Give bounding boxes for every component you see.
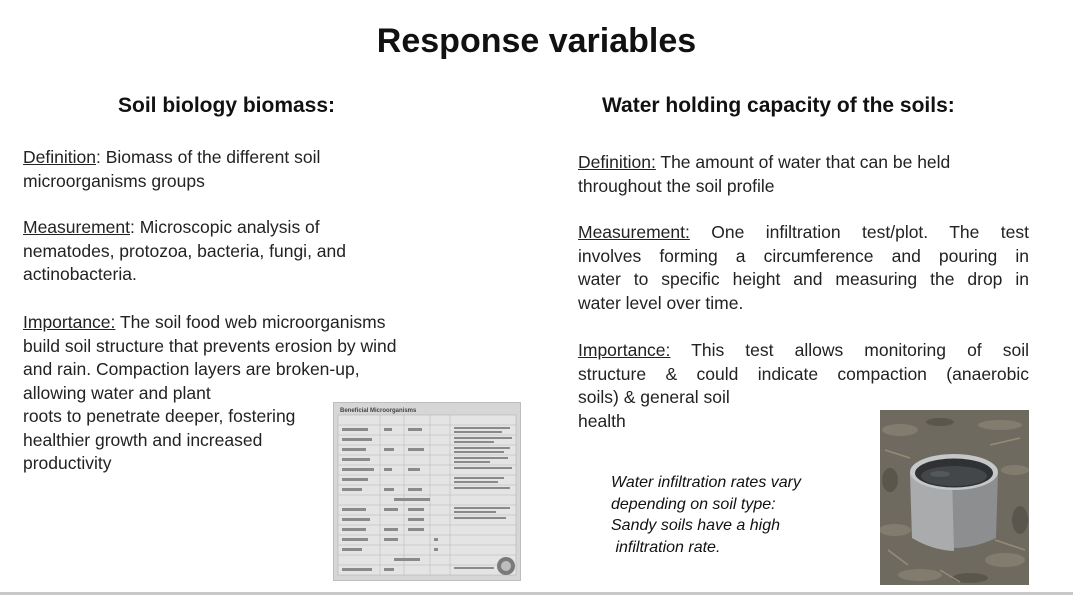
infiltration-ring-graphic [880, 410, 1029, 585]
measurement-text: nematodes, protozoa, bacteria, fungi, and [23, 240, 346, 261]
right-measurement [578, 221, 1029, 315]
importance-text: productivity [23, 453, 112, 473]
importance-text: allowing water and plant [23, 382, 211, 403]
measurement-text: One infiltration test/plot. The test [689, 222, 1029, 242]
definition-text: throughout the soil profile [578, 175, 775, 196]
definition-label: Definition: [578, 152, 656, 172]
measurement-label: Measurement [23, 217, 130, 237]
importance-text: soils) & general soil [578, 387, 730, 407]
measurement-text: : Microscopic analysis of [130, 217, 320, 237]
measurement-text: actinobacteria. [23, 264, 137, 284]
infiltration-ring-photo [880, 410, 1029, 585]
definition-text: The amount of water that can be held [655, 152, 951, 172]
importance-text: The soil food web microorganisms [115, 312, 386, 332]
slide-bottom-divider [0, 592, 1073, 595]
left-definition [23, 146, 463, 193]
definition-text: : Biomass of the different soil [95, 147, 321, 167]
importance-text: health [578, 410, 626, 431]
soil-biology-heading: Soil biology biomass: [118, 94, 336, 117]
importance-text: build soil structure that prevents erosion by wind [23, 335, 397, 356]
definition-label: Definition [23, 147, 96, 167]
importance-label: Importance: [578, 340, 671, 360]
note-line: Water infiltration rates vary [611, 474, 801, 491]
measurement-text: water level over time. [578, 292, 744, 313]
water-holding-heading: Water holding capacity of the soils: [602, 94, 955, 117]
slide-title: Response variables [376, 22, 697, 60]
note-line: infiltration rate. [611, 538, 721, 556]
importance-text: structure & could indicate compaction (anaerobic [578, 363, 1029, 384]
importance-text: and rain. Compaction layers are broken-up, [23, 359, 360, 379]
table-thumbnail-graphic [334, 403, 520, 580]
importance-text: roots to penetrate deeper, fostering [23, 406, 296, 426]
note-line: depending on soil type: [611, 495, 776, 513]
measurement-label: Measurement: [578, 222, 690, 242]
measurement-text: involves forming a circumference and pouring in [578, 245, 1029, 266]
measurement-text: water to specific height and measuring the drop in [578, 269, 1029, 289]
infiltration-note [611, 472, 851, 558]
microorganisms-table-image [333, 402, 521, 581]
importance-text: healthier growth and increased [23, 429, 263, 450]
right-definition [578, 151, 1029, 198]
note-line: Sandy soils have a high [611, 517, 780, 534]
definition-text: microorganisms groups [23, 170, 205, 191]
importance-label: Importance: [23, 312, 116, 332]
left-measurement [23, 216, 463, 287]
importance-text: This test allows monitoring of soil [670, 340, 1029, 360]
thumbnail-title: Beneficial Microorganisms [340, 408, 417, 414]
